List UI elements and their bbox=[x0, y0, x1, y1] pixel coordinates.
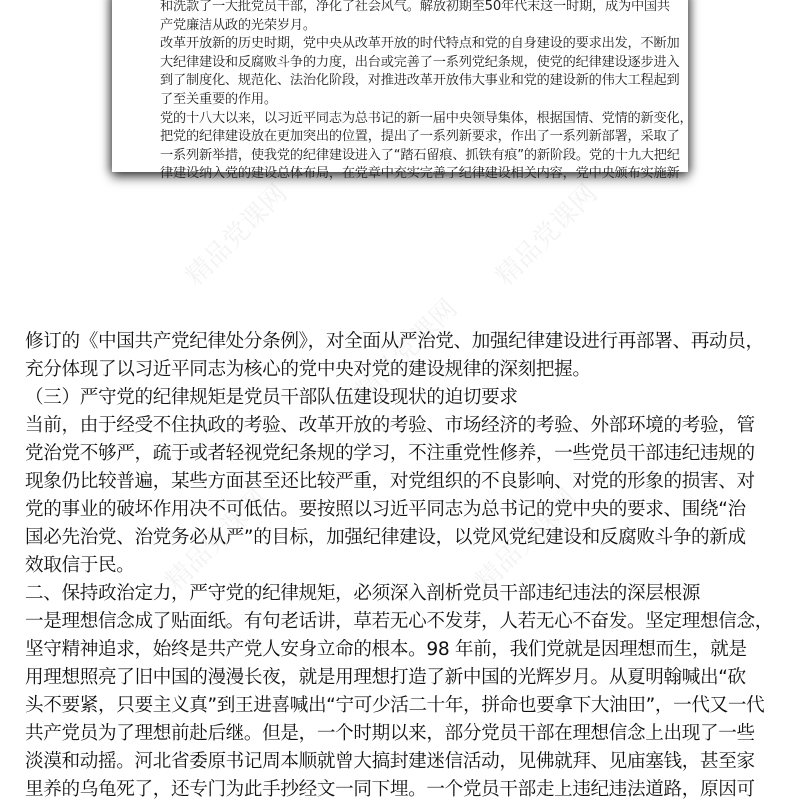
slide-text-line: 大纪律建设和反腐败斗争的力度，出台或完善了一系列党纪条规，使党的纪律建设逐步进入 bbox=[160, 54, 680, 70]
paragraph-line: 用理想照亮了旧中国的漫漫长夜，就是用理想打造了新中国的光辉岁月。从夏明翰喊出“砍 bbox=[25, 667, 746, 688]
paragraph-line: 党的事业的破坏作用决不可低估。要按照以习近平同志为总书记的党中央的要求、围绕“治 bbox=[25, 499, 746, 520]
slide-text-line: 一系列新举措，使我党的纪律建设进入了“踏石留痕、抓铁有痕”的新阶段。党的十九大把纪 bbox=[160, 147, 680, 163]
watermark: 精品党课网 bbox=[350, 293, 464, 407]
watermark: 精品党课网 bbox=[470, 483, 584, 597]
document-body bbox=[25, 328, 773, 804]
paragraph-line: 当前，由于经受不住执政的考验、改革开放的考验、市场经济的考验、外部环境的考验，管 bbox=[25, 415, 755, 436]
slide-text bbox=[160, 0, 692, 184]
paragraph-line: 坚守精神追求，始终是共产党人安身立命的根本。98 年前，我们党就是因理想而生，就是 bbox=[25, 639, 747, 660]
paragraph-line: 党治党不够严，疏于或者轻视党纪条规的学习，不注重党性修养，一些党员干部违纪违规的 bbox=[25, 443, 755, 464]
slide-text-line: 党的十八大以来，以习近平同志为总书记的新一届中央领导集体，根据国情、党情的新变化， bbox=[160, 110, 693, 126]
watermark: 精品党课网 bbox=[160, 483, 274, 597]
watermark: 精品党课网 bbox=[180, 178, 294, 292]
paragraph-line: 淡漠和动摇。河北省委原书记周本顺就曾大搞封建迷信活动，见佛就拜、见庙塞钱，甚至家 bbox=[25, 751, 755, 772]
paragraph-line: 里养的乌龟死了，还专门为此手抄经文一同下埋。一个党员干部走上违纪违法道路，原因可 bbox=[25, 779, 755, 800]
slide-text-line: 和洗款了一大批党员干部，净化了社会风气。解放初期至50年代末这一时期，成为中国共 bbox=[160, 0, 670, 14]
watermark: 精品党课网 bbox=[490, 178, 604, 292]
slide-text-line: 律建设纳入党的建设总体布局，在党章中充实完善了纪律建设相关内容，党中央颁布实施新 bbox=[160, 166, 680, 182]
slide-text-line: 到了制度化、规范化、法治化阶段，对推进改革开放伟大事业和党的建设新的伟大工程起到 bbox=[160, 73, 680, 89]
paragraph-line: （三）严守党的纪律规矩是党员干部队伍建设现状的迫切要求 bbox=[25, 387, 518, 408]
paragraph-line: 头不要紧，只要主义真”到王进喜喊出“宁可少活二十年，拼命也要拿下大油田”，一代又一代 bbox=[25, 695, 765, 716]
slide-text-line: 产党廉洁从政的光荣岁月。 bbox=[160, 17, 316, 33]
embedded-slide-image bbox=[112, 0, 693, 182]
paragraph-line: 一是理想信念成了贴面纸。有句老话讲，草若无心不发芽，人若无心不奋发。坚定理想信念， bbox=[25, 611, 773, 632]
paragraph-line: 充分体现了以习近平同志为核心的党中央对党的建设规律的深刻把握。 bbox=[25, 359, 591, 380]
paragraph-line: 共产党员为了理想前赴后继。但是，一个时期以来，部分党员干部在理想信念上出现了一些 bbox=[25, 723, 755, 744]
paragraph-line: 修订的《中国共产党纪律处分条例》，对全面从严治党、加强纪律建设进行再部署、再动员， bbox=[25, 331, 764, 352]
paragraph-line: 效取信于民。 bbox=[25, 555, 135, 576]
paragraph-line: 国必先治党、治党务必从严”的目标，加强纪律建设，以党风党纪建设和反腐败斗争的新成 bbox=[25, 527, 746, 548]
slide-text-line: 改革开放新的历史时期，党中央从改革开放的时代特点和党的自身建设的要求出发，不断加 bbox=[160, 36, 680, 52]
paragraph-line: 现象仍比较普遍，某些方面甚至还比较严重，对党组织的不良影响、对党的形象的损害、对 bbox=[25, 471, 755, 492]
slide-text-line: 了至关重要的作用。 bbox=[160, 91, 277, 107]
paragraph-line: 二、保持政治定力，严守党的纪律规矩，必须深入剖析党员干部违纪违法的深层根源 bbox=[25, 583, 701, 604]
slide-text-line: 把党的纪律建设放在更加突出的位置，提出了一系列新要求，作出了一系列新部署，采取了 bbox=[160, 129, 680, 145]
